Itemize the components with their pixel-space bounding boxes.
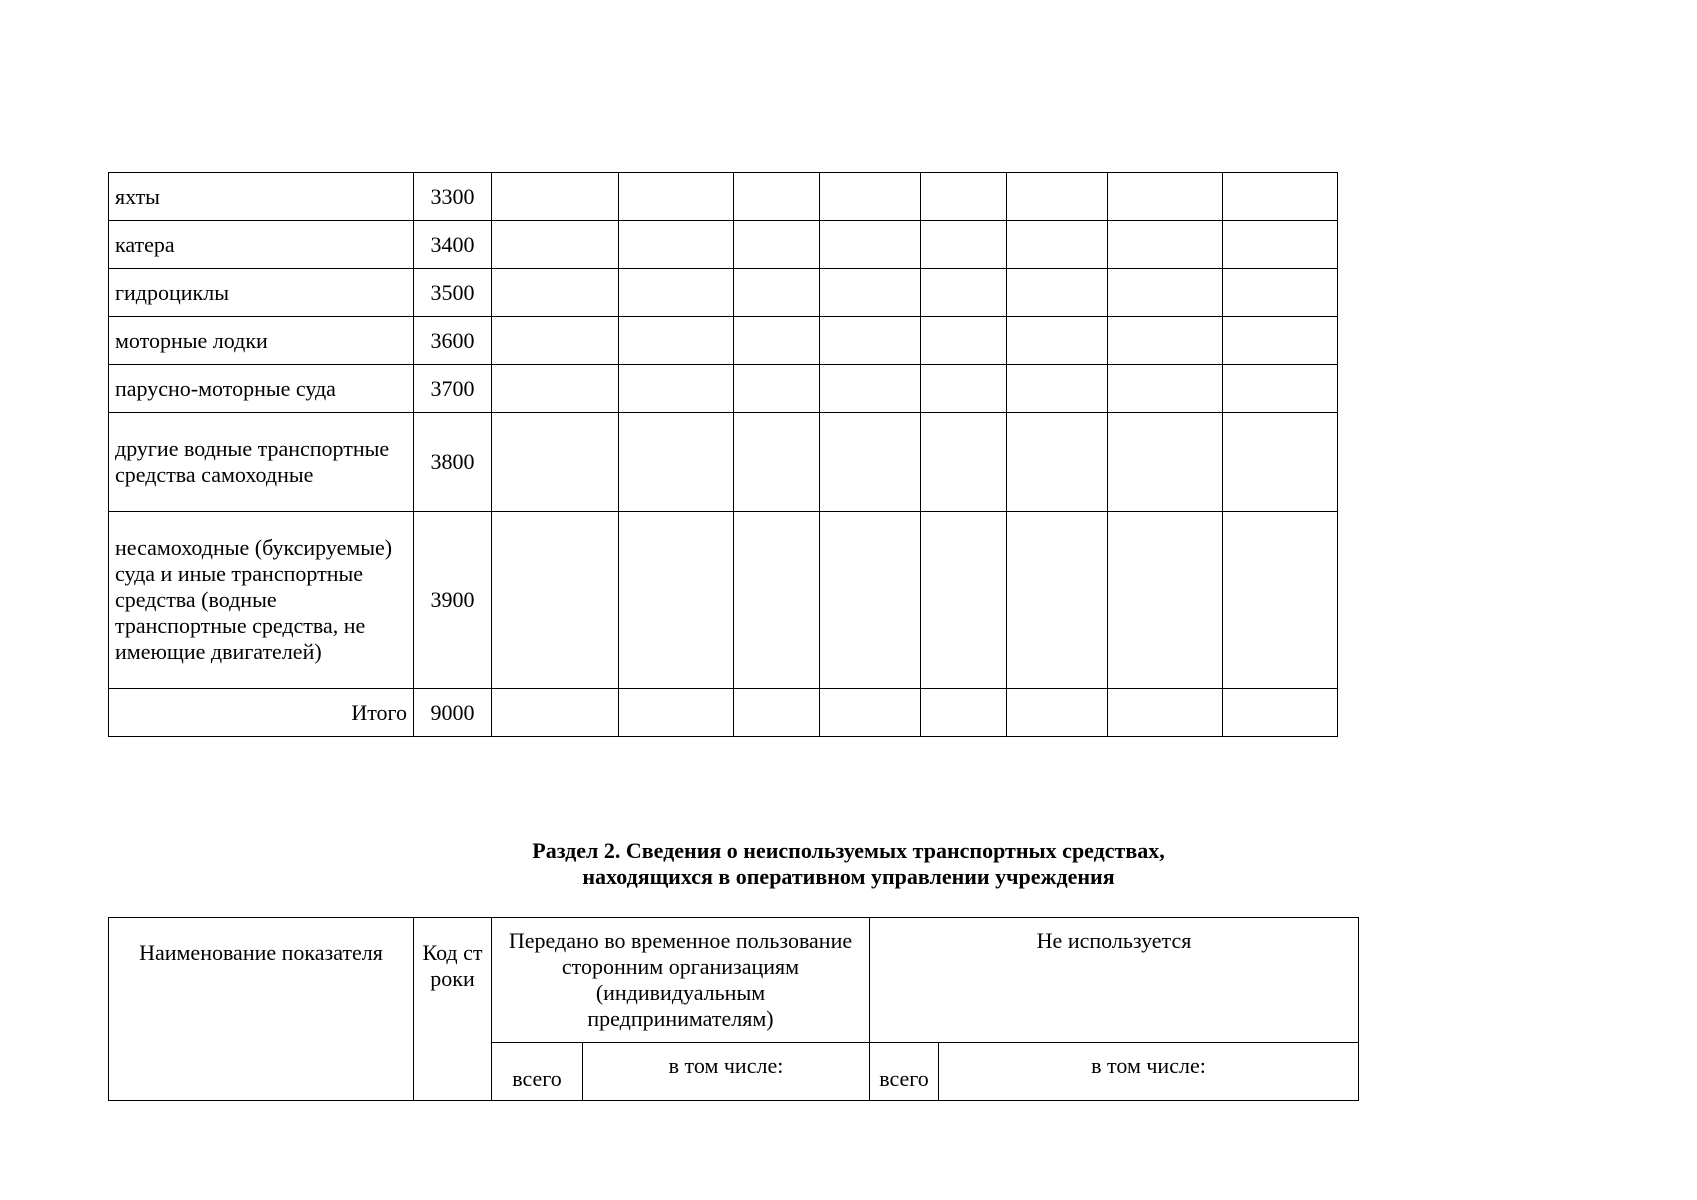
section-title	[0, 838, 1697, 890]
data-cell[interactable]	[734, 365, 820, 413]
total-row	[109, 689, 1338, 737]
data-cell[interactable]	[1223, 221, 1338, 269]
sub-total-2: всего	[870, 1043, 939, 1101]
data-cell[interactable]	[820, 413, 921, 512]
data-cell[interactable]	[921, 365, 1007, 413]
row-name: яхты	[109, 173, 414, 221]
data-cell[interactable]	[734, 173, 820, 221]
row-name: моторные лодки	[109, 317, 414, 365]
data-cell[interactable]	[921, 689, 1007, 737]
data-cell[interactable]	[1007, 689, 1108, 737]
table-row	[109, 173, 1338, 221]
data-cell[interactable]	[734, 317, 820, 365]
data-cell[interactable]	[734, 413, 820, 512]
sub-total-1: всего	[492, 1043, 583, 1101]
row-name: гидроциклы	[109, 269, 414, 317]
data-cell[interactable]	[921, 269, 1007, 317]
data-cell[interactable]	[492, 689, 619, 737]
data-cell[interactable]	[1007, 512, 1108, 689]
data-cell[interactable]	[1007, 365, 1108, 413]
data-cell[interactable]	[820, 173, 921, 221]
data-cell[interactable]	[492, 269, 619, 317]
data-cell[interactable]	[1007, 413, 1108, 512]
data-cell[interactable]	[1007, 317, 1108, 365]
data-cell[interactable]	[820, 365, 921, 413]
data-cell[interactable]	[1223, 365, 1338, 413]
data-cell[interactable]	[1007, 173, 1108, 221]
data-cell[interactable]	[1223, 413, 1338, 512]
row-code: 3500	[414, 269, 492, 317]
data-cell[interactable]	[1108, 413, 1223, 512]
table-row	[109, 413, 1338, 512]
row-code: 3300	[414, 173, 492, 221]
data-cell[interactable]	[1108, 512, 1223, 689]
data-cell[interactable]	[1223, 269, 1338, 317]
data-cell[interactable]	[619, 512, 734, 689]
data-cell[interactable]	[1223, 317, 1338, 365]
data-cell[interactable]	[734, 221, 820, 269]
row-code: 3400	[414, 221, 492, 269]
data-cell[interactable]	[820, 689, 921, 737]
data-cell[interactable]	[1223, 689, 1338, 737]
sub-including-2: в том числе:	[939, 1043, 1359, 1101]
row-code: 3900	[414, 512, 492, 689]
table-row	[109, 365, 1338, 413]
row-name: несамоходные (буксируемые) суда и иные транспортные средства (водные транспортные средства, не имеющие двигателей)	[109, 512, 414, 689]
row-name: парусно-моторные суда	[109, 365, 414, 413]
data-cell[interactable]	[619, 269, 734, 317]
col-transferred-header: Передано во временное пользование сторонним организациям (индивидуальным предпринимателям)	[492, 918, 870, 1043]
col-unused-header: Не используется	[870, 918, 1359, 1043]
data-cell[interactable]	[619, 413, 734, 512]
data-cell[interactable]	[734, 269, 820, 317]
data-cell[interactable]	[492, 365, 619, 413]
data-cell[interactable]	[619, 173, 734, 221]
sub-including-1: в том числе:	[583, 1043, 870, 1101]
data-cell[interactable]	[1007, 221, 1108, 269]
total-code: 9000	[414, 689, 492, 737]
data-cell[interactable]	[1007, 269, 1108, 317]
data-cell[interactable]	[1223, 512, 1338, 689]
table-row	[109, 512, 1338, 689]
row-code: 3700	[414, 365, 492, 413]
header-row	[109, 918, 1359, 1043]
data-cell[interactable]	[1108, 269, 1223, 317]
table-row	[109, 221, 1338, 269]
col-code-header: Код строки	[414, 918, 492, 1101]
vehicles-table	[108, 172, 1338, 737]
data-cell[interactable]	[820, 512, 921, 689]
data-cell[interactable]	[820, 221, 921, 269]
data-cell[interactable]	[921, 173, 1007, 221]
data-cell[interactable]	[921, 221, 1007, 269]
row-name: другие водные транспортные средства самоходные	[109, 413, 414, 512]
data-cell[interactable]	[1223, 173, 1338, 221]
unused-vehicles-table	[108, 917, 1359, 1101]
data-cell[interactable]	[1108, 365, 1223, 413]
data-cell[interactable]	[921, 512, 1007, 689]
data-cell[interactable]	[619, 365, 734, 413]
data-cell[interactable]	[1108, 317, 1223, 365]
data-cell[interactable]	[820, 269, 921, 317]
table-row	[109, 317, 1338, 365]
data-cell[interactable]	[921, 317, 1007, 365]
data-cell[interactable]	[1108, 173, 1223, 221]
data-cell[interactable]	[492, 173, 619, 221]
data-cell[interactable]	[492, 221, 619, 269]
data-cell[interactable]	[619, 689, 734, 737]
data-cell[interactable]	[1108, 689, 1223, 737]
data-cell[interactable]	[734, 689, 820, 737]
row-code: 3600	[414, 317, 492, 365]
data-cell[interactable]	[619, 221, 734, 269]
data-cell[interactable]	[734, 512, 820, 689]
section-title-line-2: находящихся в оперативном управлении учреждения	[582, 864, 1115, 889]
col-name-header: Наименование показателя	[109, 918, 414, 1101]
table-row	[109, 269, 1338, 317]
data-cell[interactable]	[492, 317, 619, 365]
row-code: 3800	[414, 413, 492, 512]
total-label: Итого	[109, 689, 414, 737]
data-cell[interactable]	[619, 317, 734, 365]
data-cell[interactable]	[492, 512, 619, 689]
row-name: катера	[109, 221, 414, 269]
data-cell[interactable]	[820, 317, 921, 365]
section-title-line-1: Раздел 2. Сведения о неиспользуемых транспортных средствах,	[532, 838, 1165, 863]
data-cell[interactable]	[492, 413, 619, 512]
data-cell[interactable]	[921, 413, 1007, 512]
data-cell[interactable]	[1108, 221, 1223, 269]
